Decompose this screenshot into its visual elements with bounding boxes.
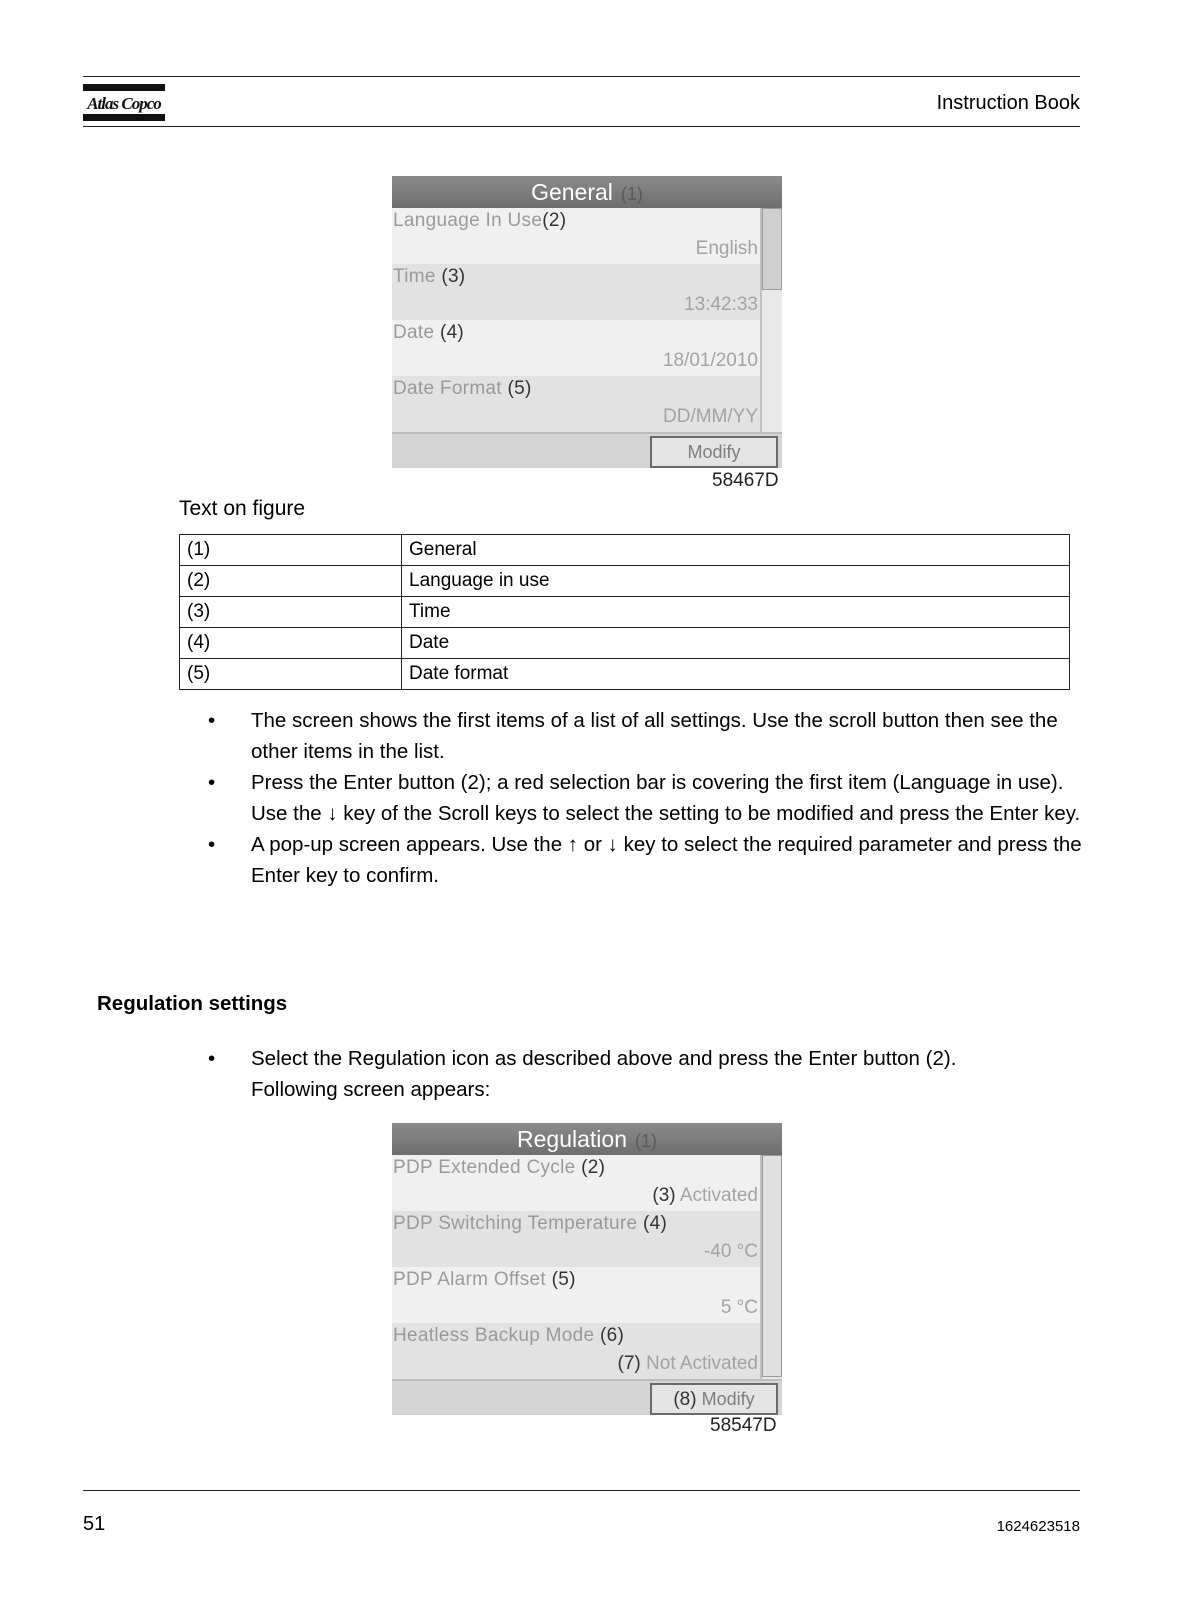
table-cell-ref: (1) [180,535,402,566]
setting-value: 5 °C [720,1297,758,1318]
table-cell-text: Date [402,628,1070,659]
header-title: Instruction Book [936,92,1080,114]
figure-code: 58547D [710,1415,777,1436]
setting-date[interactable]: Date (4) 18/01/2010 [392,320,782,376]
setting-label: Time [393,266,436,287]
scrollbar[interactable] [760,208,782,432]
instruction-bullets [208,705,1088,891]
table-cell-ref: (4) [180,628,402,659]
header-bottom-rule [83,126,1080,127]
setting-value: English [695,238,758,259]
figure-code: 58467D [712,470,779,491]
scrollbar-thumb[interactable] [762,208,782,290]
table-cell-ref: (5) [180,659,402,690]
screen-footer [392,1379,782,1415]
table-row [180,566,1070,597]
setting-language[interactable]: Language In Use(2) English [392,208,782,264]
table-row [180,659,1070,690]
regulation-bullets [208,1043,1088,1105]
screen-footer [392,432,782,468]
table-cell-ref: (3) [180,597,402,628]
bullet-item: • A pop-up screen appears. Use the ↑ or ↓ key to select the required parameter and press the Enter key to confirm. [208,833,1082,887]
table-cell-text: Date format [402,659,1070,690]
setting-value: Activated [679,1185,758,1206]
setting-value: -40 °C [703,1241,758,1262]
section-heading: Regulation settings [97,992,288,1015]
setting-time[interactable]: Time (3) 13:42:33 [392,264,782,320]
table-row [180,628,1070,659]
setting-date-format[interactable]: Date Format (5) DD/MM/YY [392,376,782,432]
table-row [180,597,1070,628]
setting-label: PDP Extended Cycle [393,1157,576,1178]
setting-value: 18/01/2010 [662,350,758,371]
table-cell-text: Time [402,597,1070,628]
screen-title-bar [392,176,782,208]
screen-title: Regulation [517,1126,627,1152]
setting-label: Heatless Backup Mode [393,1325,595,1346]
setting-pdp-alarm-offset[interactable]: PDP Alarm Offset (5) 5 °C [392,1267,782,1323]
header-top-rule [83,76,1080,77]
table-cell-text: General [402,535,1070,566]
general-screen [392,176,782,468]
screen-title-bar [392,1123,782,1155]
atlas-copco-logo: Atlas Copco [83,84,165,124]
page-number: 51 [83,1513,106,1535]
modify-button[interactable]: (8) Modify [650,1383,778,1415]
setting-label: PDP Switching Temperature [393,1213,638,1234]
scrollbar-thumb[interactable] [762,1155,782,1377]
footer-rule [83,1490,1080,1491]
setting-label: Date Format [393,378,502,399]
table-cell-ref: (2) [180,566,402,597]
bullet-item: • The screen shows the first items of a list of all settings. Use the scroll button then see the other items in the list. [208,709,1058,763]
text-on-figure-table [179,534,1070,690]
screen-title-ref: (1) [634,1131,657,1151]
setting-label: Date [393,322,435,343]
setting-pdp-extended-cycle[interactable]: PDP Extended Cycle (2) (3) Activated [392,1155,782,1211]
regulation-screen [392,1123,782,1415]
setting-value: DD/MM/YY [663,406,758,427]
screen-title: General [531,179,613,205]
bullet-item: • Select the Regulation icon as described above and press the Enter button (2). Following screen appears: [208,1047,957,1101]
settings-list [392,208,782,432]
setting-value: 13:42:33 [684,294,758,315]
setting-value: Not Activated [646,1353,758,1374]
modify-button[interactable]: Modify [650,436,778,468]
setting-heatless-backup-mode[interactable]: Heatless Backup Mode (6) (7) Not Activated [392,1323,782,1379]
setting-label: Language In Use [393,210,543,231]
table-row [180,535,1070,566]
setting-label: PDP Alarm Offset [393,1269,546,1290]
figure-caption: Text on figure [179,497,306,520]
scrollbar[interactable] [760,1155,782,1379]
document-number: 1624623518 [996,1518,1080,1535]
settings-list [392,1155,782,1379]
bullet-item: • Press the Enter button (2); a red selection bar is covering the first item (Language in use). Use the ↓ key of the Scroll keys to select the setting to be modified and press the Enter key. [208,771,1081,825]
table-cell-text: Language in use [402,566,1070,597]
setting-pdp-switching-temperature[interactable]: PDP Switching Temperature (4) -40 °C [392,1211,782,1267]
screen-title-ref: (1) [620,184,643,204]
